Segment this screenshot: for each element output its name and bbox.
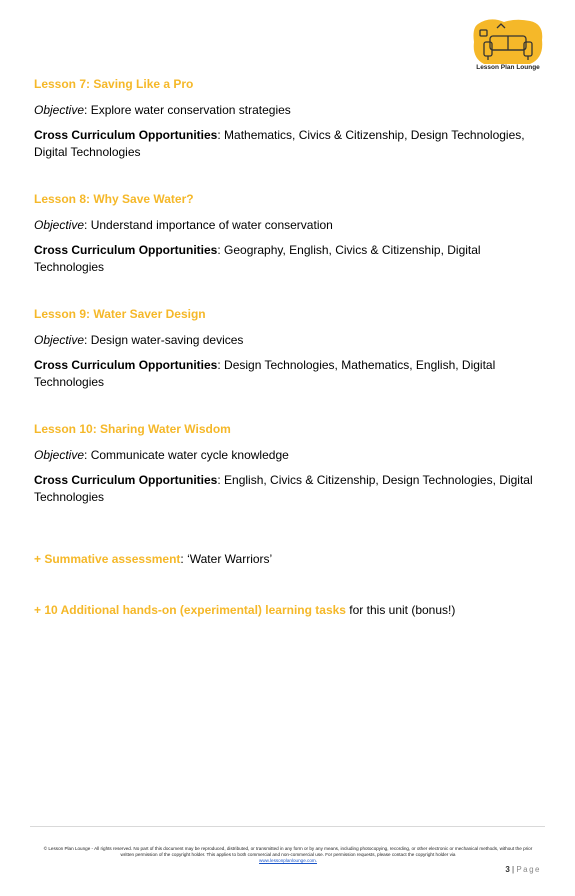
logo-caption: Lesson Plan Lounge: [476, 64, 540, 71]
cross-curriculum-label: Cross Curriculum Opportunities: [34, 128, 218, 142]
objective-text: : Communicate water cycle knowledge: [84, 448, 289, 462]
lesson-9: [34, 307, 549, 391]
page-number-value: 3: [505, 865, 510, 874]
cross-curriculum-label: Cross Curriculum Opportunities: [34, 243, 218, 257]
additional-label: + 10 Additional hands-on (experimental) learning tasks: [34, 603, 346, 617]
objective-label: Objective: [34, 333, 85, 347]
objective-text: : Design water-saving devices: [84, 333, 244, 347]
page-number: [505, 865, 541, 874]
additional-tasks: [34, 602, 549, 619]
cross-curriculum-text: : English, Civics & Citizenship, Design Technologies, Digital Technologies: [34, 473, 533, 504]
summative-text: : ‘Water Warriors’: [180, 552, 273, 566]
objective-label: Objective: [34, 218, 85, 232]
objective-text: : Understand importance of water conservation: [84, 218, 333, 232]
cross-curriculum-line: [34, 472, 549, 506]
lesson-title: Lesson 10: Sharing Water Wisdom: [34, 422, 231, 436]
cross-curriculum-text: : Geography, English, Civics & Citizenship, Digital Technologies: [34, 243, 481, 274]
copyright-text: © Lesson Plan Lounge - All rights reserved. No part of this document may be reproduced, distributed, or transmitted in any form or by any means, including photocopying, recording, or other electronic or mechanical methods, without the prior written permission of the copyright holder. This applies to both commercial and non-commercial use. For permission requests, please contact the copyright holder via: [43, 846, 533, 858]
page-word: Page: [516, 865, 541, 874]
objective-line: [34, 217, 549, 234]
cross-curriculum-label: Cross Curriculum Opportunities: [34, 358, 218, 372]
cross-curriculum-text: : Mathematics, Civics & Citizenship, Design Technologies, Digital Technologies: [34, 128, 525, 159]
lesson-10: [34, 422, 549, 506]
objective-label: Objective: [34, 103, 85, 117]
lesson-7: [34, 77, 549, 161]
cross-curriculum-line: [34, 242, 549, 276]
lesson-title: Lesson 7: Saving Like a Pro: [34, 77, 194, 91]
page-separator: |: [509, 865, 517, 874]
lesson-title: Lesson 8: Why Save Water?: [34, 192, 194, 206]
lessons-list: [34, 77, 549, 537]
cross-curriculum-line: [34, 357, 549, 391]
copyright-notice: [38, 846, 538, 865]
objective-text: : Explore water conservation strategies: [84, 103, 291, 117]
objective-label: Objective: [34, 448, 85, 462]
website-link[interactable]: www.lessonplanlounge.com.: [259, 858, 317, 864]
summative-assessment: [34, 551, 549, 568]
objective-line: [34, 332, 549, 349]
lesson-title: Lesson 9: Water Saver Design: [34, 307, 206, 321]
cross-curriculum-text: : Design Technologies, Mathematics, English, Digital Technologies: [34, 358, 496, 389]
cross-curriculum-label: Cross Curriculum Opportunities: [34, 473, 218, 487]
lesson-8: [34, 192, 549, 276]
summative-label: + Summative assessment: [34, 552, 181, 566]
additional-text: for this unit (bonus!): [345, 603, 456, 617]
objective-line: [34, 447, 549, 464]
objective-line: [34, 102, 549, 119]
cross-curriculum-line: [34, 127, 549, 161]
footer-divider: [30, 826, 545, 827]
